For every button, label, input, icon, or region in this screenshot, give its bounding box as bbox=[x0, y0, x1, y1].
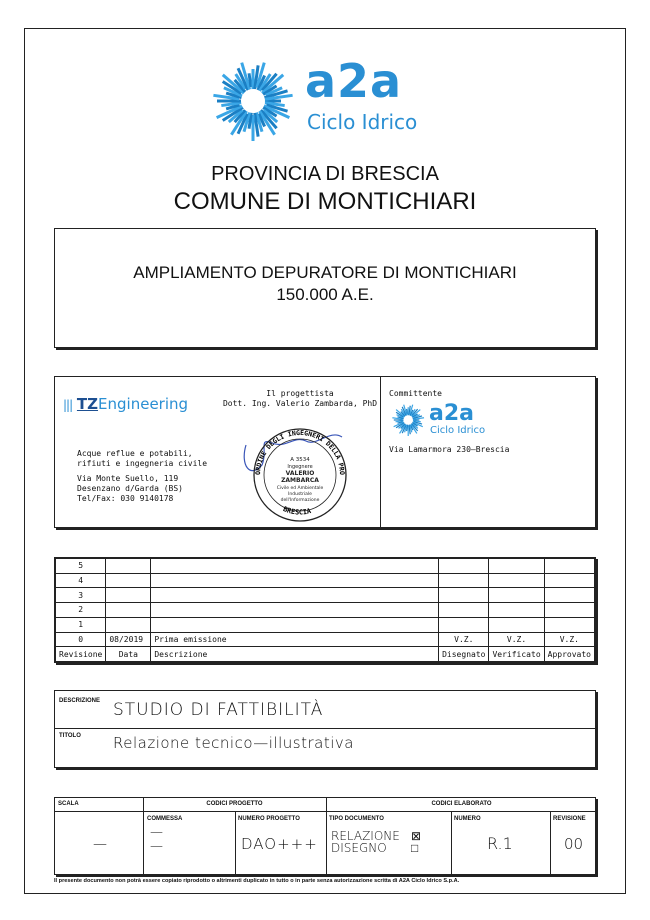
revisione-label: REVISIONE bbox=[553, 816, 586, 822]
stamp-top-text: ORDINE DEGLI INGEGNERI DELLA PRO bbox=[253, 428, 347, 476]
table-cell bbox=[151, 559, 439, 574]
stamp-line: A 3534 bbox=[290, 457, 310, 463]
table-cell bbox=[151, 603, 439, 618]
numero-progetto-label: NUMERO PROGETTO bbox=[238, 816, 300, 822]
table-cell bbox=[439, 603, 489, 618]
table-cell bbox=[489, 573, 544, 588]
table-cell bbox=[489, 617, 544, 632]
codes-box bbox=[54, 797, 596, 875]
table-cell bbox=[439, 573, 489, 588]
provincia-heading: PROVINCIA DI BRESCIA bbox=[211, 163, 439, 185]
tz-bars-icon: ||| bbox=[63, 398, 73, 412]
table-cell: Approvato bbox=[544, 647, 594, 662]
scala-label: SCALA bbox=[58, 801, 79, 807]
table-cell bbox=[544, 588, 594, 603]
table-cell bbox=[106, 559, 151, 574]
committente-block bbox=[389, 389, 589, 455]
stamp-line: Industriale bbox=[288, 492, 312, 497]
table-cell bbox=[151, 617, 439, 632]
sunburst-ray bbox=[249, 73, 251, 87]
stamp-line: Civile ed Ambientale bbox=[276, 486, 324, 491]
table-cell bbox=[489, 559, 544, 574]
table-cell: 3 bbox=[56, 588, 106, 603]
table-cell bbox=[489, 603, 544, 618]
codici-elaborato-label: CODICI ELABORATO bbox=[431, 801, 492, 807]
table-cell bbox=[439, 588, 489, 603]
scala-value: — bbox=[93, 836, 107, 852]
table-cell bbox=[151, 573, 439, 588]
committente-logo: a2a Ciclo Idrico bbox=[389, 401, 589, 439]
committente-address: Via Lamarmora 230—Brescia bbox=[389, 445, 510, 454]
stamp-line: Ingegnere bbox=[287, 464, 313, 470]
table-cell bbox=[106, 573, 151, 588]
description-box bbox=[54, 690, 596, 768]
commessa-value: — — bbox=[150, 825, 163, 854]
tz-description: Acque reflue e potabili, rifiuti e ingegneria civile bbox=[77, 449, 208, 468]
table-cell: 2 bbox=[56, 603, 106, 618]
stamp-seal bbox=[232, 407, 372, 527]
table-cell bbox=[439, 617, 489, 632]
project-capacity: 150.000 A.E. bbox=[276, 285, 374, 304]
revisions-table bbox=[54, 557, 596, 663]
tipo-documento-values: RELAZIONE ⊠ DISEGNO □ bbox=[331, 829, 422, 855]
table-cell: 1 bbox=[56, 617, 106, 632]
table-cell: Prima emissione bbox=[151, 632, 439, 647]
stamp-line: VALERIO bbox=[285, 470, 315, 477]
table-cell: 0 bbox=[56, 632, 106, 647]
desc-label: DESCRIZIONE bbox=[59, 698, 101, 704]
table-row bbox=[56, 588, 595, 603]
progettista-block bbox=[220, 377, 380, 527]
project-title: AMPLIAMENTO DEPURATORE DI MONTICHIARI bbox=[133, 263, 517, 282]
stamp-bottom-text: BRESCIA bbox=[281, 505, 312, 517]
divider bbox=[380, 377, 381, 527]
table-cell bbox=[544, 559, 594, 574]
desc-value: STUDIO DI FATTIBILITÀ bbox=[113, 700, 324, 720]
table-cell bbox=[106, 617, 151, 632]
tz-address: Via Monte Suello, 119 Desenzano d/Garda (BS) Tel/Fax: 030 9140178 bbox=[77, 474, 183, 503]
table-cell: V.Z. bbox=[439, 632, 489, 647]
table-row bbox=[56, 603, 595, 618]
empty-box-icon: □ bbox=[411, 841, 419, 855]
table-cell: 4 bbox=[56, 573, 106, 588]
numero-label: NUMERO bbox=[454, 816, 481, 822]
checked-box-icon: ⊠ bbox=[411, 829, 422, 843]
sunburst-ray bbox=[221, 102, 243, 105]
designer-client-box bbox=[54, 376, 596, 528]
table-row bbox=[56, 632, 595, 647]
table-cell: V.Z. bbox=[544, 632, 594, 647]
a2a-logo bbox=[205, 54, 465, 142]
table-cell bbox=[106, 603, 151, 618]
footer-disclaimer: Il presente documento non potrà essere copiato riprodotto o altrimenti duplicato in tutto o in parte senza autorizzazione scritta di A2A Ciclo Idrico S.p.A. bbox=[54, 878, 460, 884]
table-cell bbox=[544, 573, 594, 588]
commessa-label: COMMESSA bbox=[147, 816, 183, 822]
revisions-header-row bbox=[56, 647, 595, 662]
title-value: Relazione tecnico—illustrativa bbox=[113, 734, 354, 752]
table-cell: Disegnato bbox=[439, 647, 489, 662]
sunburst-icon bbox=[205, 60, 305, 142]
sunburst-ray bbox=[407, 409, 408, 415]
table-cell bbox=[544, 617, 594, 632]
tipo-documento-label: TIPO DOCUMENTO bbox=[329, 816, 384, 822]
stamp-line: ZAMBARCA bbox=[281, 477, 319, 484]
logo-division: Ciclo Idrico bbox=[307, 110, 418, 134]
table-row bbox=[56, 573, 595, 588]
table-cell: 08/2019 bbox=[106, 632, 151, 647]
tz-logo: ||| TZEngineering bbox=[63, 395, 189, 413]
table-cell: Revisione bbox=[56, 647, 106, 662]
committente-label: Committente bbox=[389, 389, 442, 398]
numero-value: R.1 bbox=[487, 834, 513, 853]
numero-progetto-value: DAO+++ bbox=[241, 835, 318, 853]
progettista-label: Il progettista bbox=[266, 389, 334, 398]
tz-block bbox=[55, 377, 220, 527]
table-row bbox=[56, 559, 595, 574]
logo-name: a2a bbox=[305, 54, 403, 108]
table-cell: V.Z. bbox=[489, 632, 544, 647]
table-cell: Descrizione bbox=[151, 647, 439, 662]
sunburst-icon bbox=[389, 401, 429, 439]
table-cell bbox=[151, 588, 439, 603]
table-cell bbox=[489, 588, 544, 603]
codici-progetto-label: CODICI PROGETTO bbox=[206, 801, 263, 807]
table-cell bbox=[544, 603, 594, 618]
comune-heading: COMUNE DI MONTICHIARI bbox=[173, 188, 477, 215]
table-cell: Verificato bbox=[489, 647, 544, 662]
sunburst-ray bbox=[396, 421, 405, 422]
project-title-box bbox=[54, 228, 596, 348]
table-cell: 5 bbox=[56, 559, 106, 574]
stamp-line: dell'Informazione bbox=[280, 498, 320, 503]
progettista-name: Dott. Ing. Valerio Zambarda, PhD bbox=[222, 399, 378, 408]
revisione-value: 00 bbox=[564, 835, 584, 853]
table-cell bbox=[106, 588, 151, 603]
table-cell bbox=[439, 559, 489, 574]
table-cell: Data bbox=[106, 647, 151, 662]
title-label: TITOLO bbox=[59, 733, 81, 739]
table-row bbox=[56, 617, 595, 632]
